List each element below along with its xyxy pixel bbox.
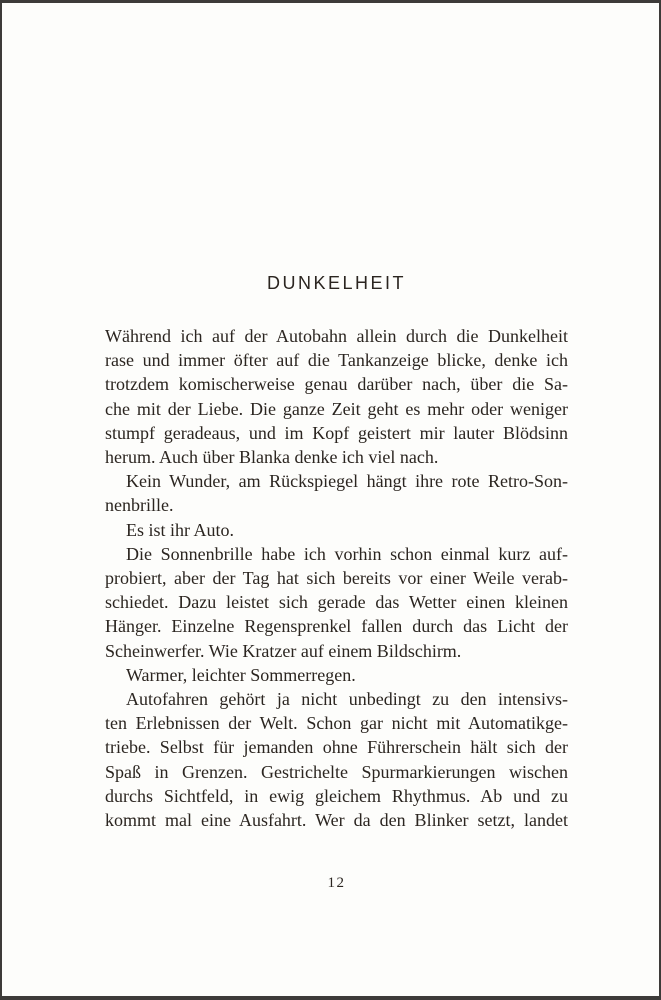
text-line: ten Erlebnissen der Welt. Schon gar nicht mit Automatikge-	[105, 713, 568, 734]
text-line: Die Sonnenbrille habe ich vorhin schon einmal kurz auf-	[126, 543, 568, 564]
body-text	[105, 324, 568, 832]
text-line: trotzdem komischerweise genau darüber nach, über die Sa-	[105, 374, 568, 395]
text-line: schiedet. Dazu leistet sich gerade das Wetter einen kleinen	[105, 592, 568, 613]
page-number: 12	[327, 875, 346, 891]
chapter-title: DUNKELHEIT	[266, 273, 407, 293]
text-line: Spaß in Grenzen. Gestrichelte Spurmarkierungen wischen	[105, 761, 568, 782]
text-line: Kein Wunder, am Rückspiegel hängt ihre rote Retro-Son-	[126, 471, 568, 492]
text-line: probiert, aber der Tag hat sich bereits vor einer Weile verab-	[105, 568, 568, 589]
text-line: Autofahren gehört ja nicht unbedingt zu den intensivs-	[126, 689, 568, 710]
text-line: durchs Sichtfeld, in ewig gleichem Rhythmus. Ab und zu	[105, 785, 568, 806]
text-line: Warmer, leichter Sommerregen.	[126, 664, 356, 685]
text-line: triebe. Selbst für jemanden ohne Führerschein hält sich der	[105, 737, 568, 758]
text-line: che mit der Liebe. Die ganze Zeit geht es mehr oder weniger	[105, 398, 568, 419]
text-line: nenbrille.	[105, 495, 174, 516]
text-line: Es ist ihr Auto.	[126, 519, 235, 540]
text-line: kommt mal eine Ausfahrt. Wer da den Blinker setzt, landet	[105, 810, 568, 831]
text-line: Hänger. Einzelne Regensprenkel fallen durch das Licht der	[105, 616, 568, 637]
text-line: Scheinwerfer. Wie Kratzer auf einem Bildschirm.	[105, 640, 462, 661]
text-line: rase und immer öfter auf die Tankanzeige blicke, denke ich	[105, 350, 568, 371]
text-line: Während ich auf der Autobahn allein durch die Dunkelheit	[105, 326, 568, 346]
text-line: herum. Auch über Blanka denke ich viel nach.	[105, 447, 439, 468]
text-line: stumpf geradeaus, und im Kopf geistert mir lauter Blödsinn	[105, 422, 568, 443]
